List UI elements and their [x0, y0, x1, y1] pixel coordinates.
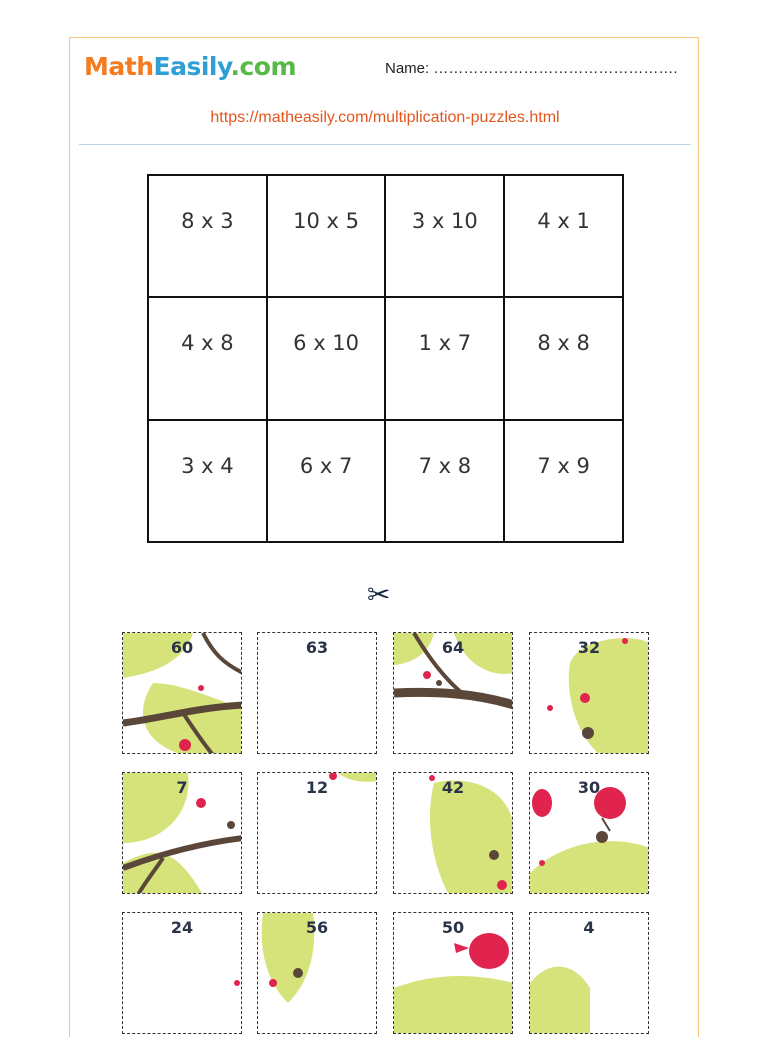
logo-part-com: .com [230, 52, 297, 81]
problem-cell: 8 x 8 [504, 297, 623, 419]
puzzle-piece[interactable] [529, 772, 649, 894]
piece-number: 64 [441, 638, 465, 657]
name-field-label: Name: …………………………………………. [385, 60, 678, 77]
puzzle-piece[interactable] [122, 912, 242, 1034]
scissors-icon: ✂ [367, 578, 391, 611]
worksheet-url[interactable]: https://matheasily.com/multiplication-puzzles.html [210, 109, 560, 126]
problem-cell: 8 x 3 [148, 175, 267, 297]
problem-cell: 7 x 9 [504, 420, 623, 542]
problem-cell: 3 x 10 [385, 175, 504, 297]
puzzle-piece[interactable] [529, 632, 649, 754]
matheasily-logo[interactable] [84, 52, 296, 81]
problem-cell: 7 x 8 [385, 420, 504, 542]
worksheet-page [69, 37, 699, 1037]
header-divider [79, 144, 691, 145]
problem-cell: 6 x 7 [267, 420, 386, 542]
problem-cell: 4 x 1 [504, 175, 623, 297]
puzzle-piece[interactable] [529, 912, 649, 1034]
piece-number: 32 [577, 638, 601, 657]
puzzle-piece[interactable] [122, 772, 242, 894]
puzzle-piece[interactable] [393, 912, 513, 1034]
problem-cell: 4 x 8 [148, 297, 267, 419]
problem-cell: 6 x 10 [267, 297, 386, 419]
puzzle-piece[interactable] [257, 912, 377, 1034]
problem-cell: 3 x 4 [148, 420, 267, 542]
puzzle-piece[interactable] [257, 632, 377, 754]
piece-number: 56 [305, 918, 329, 937]
piece-number: 42 [441, 778, 465, 797]
multiplication-problems-grid [147, 174, 624, 543]
piece-number: 24 [170, 918, 194, 937]
puzzle-piece[interactable] [393, 632, 513, 754]
piece-number: 7 [176, 778, 188, 797]
problem-row [148, 420, 623, 542]
problem-cell: 1 x 7 [385, 297, 504, 419]
puzzle-piece[interactable] [122, 632, 242, 754]
piece-number: 4 [583, 918, 595, 937]
piece-number: 60 [170, 638, 194, 657]
problem-row [148, 175, 623, 297]
logo-part-easily: Easily [153, 52, 231, 81]
piece-number: 63 [305, 638, 329, 657]
puzzle-piece[interactable] [257, 772, 377, 894]
problem-cell: 10 x 5 [267, 175, 386, 297]
piece-number: 30 [577, 778, 601, 797]
piece-number: 50 [441, 918, 465, 937]
logo-part-math: Math [84, 52, 154, 81]
picture-puzzle-pieces [122, 632, 652, 1052]
puzzle-piece[interactable] [393, 772, 513, 894]
problem-row [148, 297, 623, 419]
piece-number: 12 [305, 778, 329, 797]
